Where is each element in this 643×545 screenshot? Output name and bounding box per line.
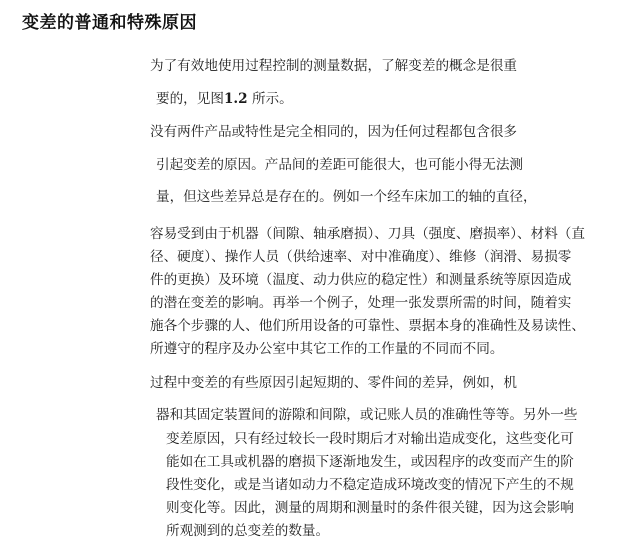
paragraph-line	[156, 89, 293, 109]
paragraph-line: 量，但这些差异总是存在的。例如一个经车床加工的轴的直径，	[156, 189, 537, 205]
paragraph-line: 过程中变差的有些原因引起短期的、零件间的差异，例如，机	[150, 375, 518, 391]
paragraph-line: 施各个步骤的人、他们所用设备的可靠性、票据本身的准确性及易读性、	[150, 318, 585, 334]
paragraph-line: 能如在工具或机器的磨损下逐渐地发生，或因程序的改变而产生的阶	[166, 454, 574, 470]
paragraph-line: 引起变差的原因。产品间的差距可能很大，也可能小得无法测	[156, 157, 524, 173]
paragraph-line: 件的更换）及环境（温度、动力供应的稳定性）和测量系统等原因造成	[150, 272, 572, 288]
paragraph-line: 段性变化，或是当诸如动力不稳定造成环境改变的情况下产生的不规	[166, 477, 574, 493]
paragraph-line: 所遵守的程序及办公室中其它工作的工作量的不同而不同。	[150, 341, 504, 357]
paragraph-line: 的潜在变差的影响。再举一个例子，处理一张发票所需的时间，随着实	[150, 295, 572, 311]
paragraph-line: 为了有效地使用过程控制的测量数据，了解变差的概念是很重	[150, 58, 518, 74]
paragraph-line: 则变化等。因此，测量的周期和测量时的条件很关键，因为这会影响	[166, 500, 574, 516]
paragraph-text: 所示。	[251, 91, 293, 107]
paragraph-line: 器和其固定装置间的游隙和间隙，或记账人员的准确性等等。另外一些	[156, 407, 578, 423]
section-heading: 变差的普通和特殊原因	[22, 13, 197, 33]
paragraph-line: 没有两件产品或特性是完全相同的，因为任何过程都包含很多	[150, 124, 518, 140]
paragraph-line: 所观测到的总变差的数量。	[166, 523, 330, 539]
paragraph-line: 径、硬度）、操作人员（供给速率、对中准确度）、维修（润滑、易损零	[150, 249, 572, 265]
paragraph-line: 变差原因，只有经过较长一段时期后才对输出造成变化，这些变化可	[166, 431, 574, 447]
figure-reference: 1.2	[223, 91, 248, 107]
paragraph-line: 容易受到由于机器（间隙、轴承磨损）、刀具（强度、磨损率）、材料（直	[150, 226, 585, 242]
paragraph-text: 要的，见图	[156, 91, 224, 107]
